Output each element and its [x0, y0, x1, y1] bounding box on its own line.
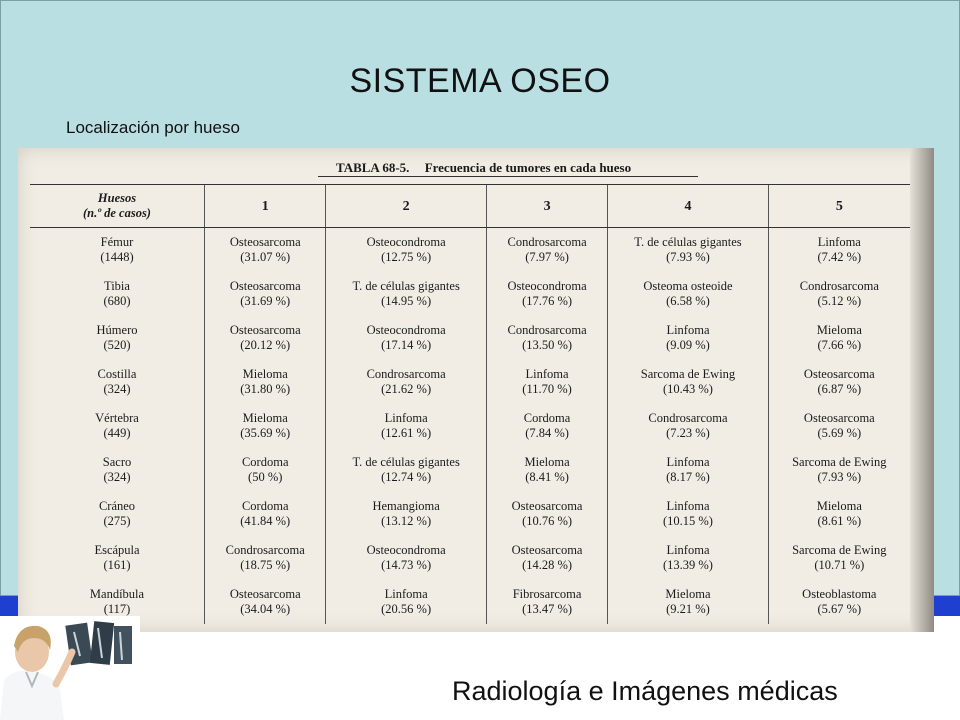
tumor-name: Linfoma [666, 499, 710, 513]
bone-cell [30, 404, 205, 448]
header-bones-cases: (n.º de casos) [83, 206, 151, 220]
tumor-cell [326, 360, 486, 404]
tumor-cell [326, 580, 486, 624]
tumor-name: Linfoma [384, 587, 428, 601]
tumor-cell [205, 272, 326, 316]
tumor-name: Osteoma osteoide [643, 279, 733, 293]
table-header-row [30, 185, 910, 228]
tumor-cell [486, 272, 607, 316]
bone-name: Tibia [104, 279, 130, 293]
slide-footer: Radiología e Imágenes médicas [452, 676, 838, 706]
tumor-cell [768, 404, 910, 448]
tumor-percent: (20.56 %) [381, 602, 432, 616]
tumor-percent: (14.95 %) [381, 294, 432, 308]
tumor-cell [486, 492, 607, 536]
tumor-cell [486, 316, 607, 360]
bone-name: Fémur [100, 235, 134, 249]
scanned-table-image [18, 148, 934, 632]
tumor-name: Mieloma [524, 455, 570, 469]
tumor-percent: (12.75 %) [381, 250, 432, 264]
tumor-cell [486, 580, 607, 624]
tumor-name: Condrosarcoma [648, 411, 728, 425]
tumor-cell [326, 492, 486, 536]
tumor-percent: (21.62 %) [381, 382, 432, 396]
tumor-name: Osteosarcoma [229, 235, 301, 249]
bone-cases: (324) [103, 470, 131, 484]
bone-name: Escápula [94, 543, 140, 557]
tumor-name: Osteocondroma [366, 235, 446, 249]
doctor-xray-illustration [0, 616, 140, 720]
tumor-cell [768, 580, 910, 624]
tumor-percent: (10.71 %) [814, 558, 865, 572]
tumor-name: Mieloma [242, 367, 288, 381]
tumor-name: T. de células gigantes [352, 279, 460, 293]
table-row [30, 228, 910, 273]
tumor-name: Sarcoma de Ewing [640, 367, 736, 381]
table-row [30, 316, 910, 360]
tumor-percent: (13.12 %) [381, 514, 432, 528]
tumor-cell [768, 272, 910, 316]
header-col-1: 1 [205, 185, 326, 228]
tumor-name: Osteosarcoma [511, 543, 583, 557]
tumor-cell [326, 536, 486, 580]
tumor-cell [326, 448, 486, 492]
bone-cell [30, 228, 205, 273]
tumor-percent: (50 %) [248, 470, 283, 484]
tumor-name: Fibrosarcoma [512, 587, 582, 601]
tumor-cell [608, 272, 768, 316]
tumor-cell [205, 404, 326, 448]
tumor-percent: (13.47 %) [522, 602, 573, 616]
tumor-cell [768, 536, 910, 580]
bone-name: Húmero [96, 323, 138, 337]
tumor-percent: (6.87 %) [817, 382, 862, 396]
bone-cases: (1448) [100, 250, 134, 264]
tumor-cell [326, 316, 486, 360]
tumor-name: T. de células gigantes [634, 235, 742, 249]
tumor-name: Condrosarcoma [366, 367, 446, 381]
table-row [30, 404, 910, 448]
tumor-cell [768, 316, 910, 360]
slide-title: SISTEMA OSEO [349, 62, 611, 100]
bone-cases: (680) [103, 294, 131, 308]
tumor-percent: (5.69 %) [817, 426, 862, 440]
bone-cases: (161) [103, 558, 131, 572]
header-col-3: 3 [486, 185, 607, 228]
tumor-cell [608, 404, 768, 448]
table-row [30, 360, 910, 404]
tumor-name: Hemangioma [372, 499, 440, 513]
tumor-name: Linfoma [666, 543, 710, 557]
tumor-name: Osteosarcoma [229, 279, 301, 293]
tumor-percent: (7.23 %) [666, 426, 710, 440]
bone-cases: (520) [103, 338, 131, 352]
tumor-percent: (7.84 %) [525, 426, 569, 440]
tumor-percent: (35.69 %) [240, 426, 291, 440]
tumor-name: Cordoma [241, 455, 289, 469]
table-row [30, 448, 910, 492]
tumor-cell [768, 492, 910, 536]
bone-cases: (275) [103, 514, 131, 528]
tumor-cell [205, 360, 326, 404]
bone-cases: (324) [103, 382, 131, 396]
tumor-frequency-table [30, 184, 910, 624]
tumor-percent: (13.50 %) [522, 338, 573, 352]
tumor-percent: (41.84 %) [240, 514, 291, 528]
tumor-cell [768, 360, 910, 404]
doctor-xray-photo [0, 616, 140, 720]
bone-cell [30, 492, 205, 536]
tumor-name: Osteocondroma [507, 279, 587, 293]
bone-cases: (117) [103, 602, 131, 616]
tumor-name: Linfoma [817, 235, 861, 249]
tumor-name: Cordoma [523, 411, 571, 425]
header-bones [30, 185, 205, 228]
tumor-cell [608, 492, 768, 536]
tumor-percent: (5.67 %) [817, 602, 862, 616]
tumor-percent: (11.70 %) [522, 382, 572, 396]
tumor-name: Mieloma [816, 499, 862, 513]
tumor-percent: (12.61 %) [381, 426, 432, 440]
tumor-cell [205, 536, 326, 580]
tumor-percent: (13.39 %) [662, 558, 713, 572]
tumor-name: Osteosarcoma [229, 587, 301, 601]
bone-cell [30, 360, 205, 404]
scan-page-edge [910, 148, 934, 632]
tumor-name: Linfoma [666, 455, 710, 469]
tumor-name: Osteoblastoma [802, 587, 877, 601]
header-col-2: 2 [326, 185, 486, 228]
tumor-cell [205, 316, 326, 360]
table-caption-label: TABLA 68-5. [336, 160, 410, 175]
header-col-4: 4 [608, 185, 768, 228]
tumor-cell [608, 448, 768, 492]
table-row [30, 536, 910, 580]
tumor-name: Linfoma [525, 367, 569, 381]
tumor-name: Linfoma [666, 323, 710, 337]
slide-subtitle: Localización por hueso [66, 118, 240, 137]
tumor-percent: (12.74 %) [381, 470, 432, 484]
tumor-percent: (7.66 %) [817, 338, 862, 352]
tumor-cell [768, 448, 910, 492]
tumor-cell [486, 404, 607, 448]
tumor-cell [326, 228, 486, 273]
tumor-name: Condrosarcoma [507, 323, 587, 337]
tumor-percent: (5.12 %) [817, 294, 862, 308]
header-col-5: 5 [768, 185, 910, 228]
bone-name: Cráneo [98, 499, 136, 513]
tumor-percent: (17.76 %) [522, 294, 573, 308]
tumor-percent: (20.12 %) [240, 338, 291, 352]
tumor-percent: (17.14 %) [381, 338, 432, 352]
tumor-name: Linfoma [384, 411, 428, 425]
bone-cell [30, 316, 205, 360]
tumor-name: Mieloma [665, 587, 711, 601]
bone-cell [30, 536, 205, 580]
bone-name: Sacro [102, 455, 132, 469]
tumor-percent: (8.17 %) [666, 470, 710, 484]
tumor-name: Osteosarcoma [511, 499, 583, 513]
table-body [30, 228, 910, 625]
tumor-percent: (8.61 %) [817, 514, 862, 528]
tumor-cell [326, 272, 486, 316]
bone-cell [30, 448, 205, 492]
table-row [30, 272, 910, 316]
tumor-percent: (14.28 %) [522, 558, 573, 572]
tumor-percent: (14.73 %) [381, 558, 432, 572]
tumor-cell [486, 448, 607, 492]
tumor-cell [205, 492, 326, 536]
tumor-cell [486, 360, 607, 404]
bone-name: Vértebra [95, 411, 139, 425]
bone-name: Costilla [97, 367, 137, 381]
tumor-cell [608, 580, 768, 624]
tumor-percent: (31.69 %) [240, 294, 291, 308]
tumor-name: T. de células gigantes [352, 455, 460, 469]
tumor-cell [326, 404, 486, 448]
tumor-cell [608, 228, 768, 273]
tumor-cell [608, 536, 768, 580]
tumor-percent: (9.21 %) [666, 602, 710, 616]
tumor-name: Osteosarcoma [803, 411, 875, 425]
tumor-name: Cordoma [241, 499, 289, 513]
tumor-percent: (10.43 %) [662, 382, 713, 396]
tumor-cell [486, 228, 607, 273]
tumor-name: Condrosarcoma [225, 543, 305, 557]
tumor-percent: (34.04 %) [240, 602, 291, 616]
tumor-cell [205, 448, 326, 492]
tumor-name: Sarcoma de Ewing [792, 455, 887, 469]
tumor-percent: (7.93 %) [666, 250, 710, 264]
tumor-name: Osteocondroma [366, 323, 446, 337]
tumor-percent: (9.09 %) [666, 338, 710, 352]
table-caption [336, 160, 631, 176]
tumor-name: Sarcoma de Ewing [792, 543, 887, 557]
table-row [30, 492, 910, 536]
bone-cell [30, 272, 205, 316]
tumor-percent: (31.07 %) [240, 250, 291, 264]
tumor-cell [486, 536, 607, 580]
table-row [30, 580, 910, 624]
tumor-cell [768, 228, 910, 273]
tumor-name: Osteosarcoma [229, 323, 301, 337]
tumor-percent: (10.15 %) [662, 514, 713, 528]
tumor-name: Mieloma [242, 411, 288, 425]
tumor-percent: (31.80 %) [240, 382, 291, 396]
tumor-name: Osteosarcoma [803, 367, 875, 381]
tumor-cell [205, 228, 326, 273]
caption-rule [318, 176, 698, 177]
tumor-name: Osteocondroma [366, 543, 446, 557]
tumor-percent: (10.76 %) [522, 514, 573, 528]
header-bones-label: Huesos [97, 191, 137, 205]
bone-cases: (449) [103, 426, 131, 440]
tumor-percent: (7.42 %) [817, 250, 862, 264]
tumor-percent: (7.93 %) [817, 470, 862, 484]
tumor-name: Condrosarcoma [799, 279, 879, 293]
table-caption-title: Frecuencia de tumores en cada hueso [424, 160, 632, 175]
tumor-percent: (8.41 %) [525, 470, 569, 484]
tumor-name: Mieloma [816, 323, 862, 337]
bone-name: Mandíbula [89, 587, 145, 601]
tumor-percent: (6.58 %) [666, 294, 710, 308]
tumor-percent: (7.97 %) [525, 250, 569, 264]
tumor-cell [608, 316, 768, 360]
tumor-name: Condrosarcoma [507, 235, 587, 249]
tumor-cell [205, 580, 326, 624]
tumor-cell [608, 360, 768, 404]
tumor-percent: (18.75 %) [240, 558, 291, 572]
